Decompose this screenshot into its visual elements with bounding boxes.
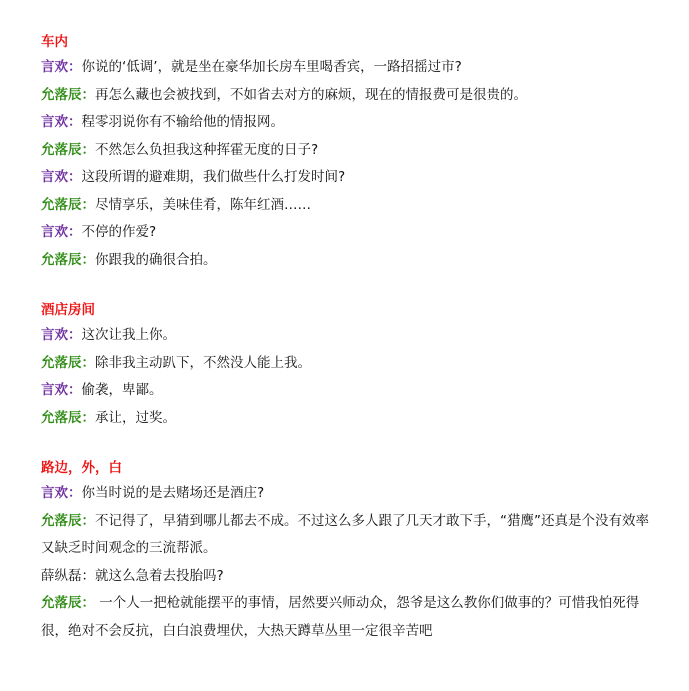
dialogue-text: 不记得了，早猜到哪儿都去不成。不过这么多人跟了几天才敢下手，“猎鹰”还真是个没有效率又缺乏时间观念的三流帮派。: [41, 512, 649, 556]
dialogue-text: 一个人一把枪就能摆平的事情，居然要兴师动众，怨爷是这么教你们做事的？可惜我怕死得很，绝对不会反抗，白白浪费埋伏，大热天蹲草丛里一定很辛苦吧: [41, 595, 640, 639]
dialogue-line: [41, 54, 651, 82]
speaker-label: 允落辰：: [41, 512, 95, 529]
dialogue-line: [41, 590, 651, 645]
dialogue-line: [41, 109, 651, 137]
dialogue-text: 你当时说的是去赌场还是酒庄?: [81, 485, 265, 501]
dialogue-text: 除非我主动趴下，不然没人能上我。: [95, 354, 311, 371]
speaker-label: 言欢：: [41, 59, 82, 75]
dialogue-text: 你说的‘低调’，就是坐在豪华加长房车里喝香宾，一路招摇过市?: [81, 59, 462, 75]
speaker-label: 言欢：: [41, 169, 82, 185]
speaker-label: 允落辰：: [41, 251, 95, 268]
scene-title: 路边，外，白: [41, 460, 122, 476]
scene-car: [41, 30, 651, 274]
dialogue-text: 这段所谓的避难期，我们做些什么打发时间?: [81, 169, 346, 185]
dialogue-text: 这次让我上你。: [81, 327, 176, 343]
speaker-label: 薛纵磊：: [41, 567, 95, 584]
speaker-label: 言欢：: [41, 485, 82, 501]
dialogue-line: [41, 377, 651, 405]
dialogue-line: [41, 247, 651, 275]
script-document: [41, 30, 651, 645]
speaker-label: 允落辰：: [41, 86, 95, 103]
dialogue-text: 程零羽说你有不输给他的情报网。: [81, 114, 284, 130]
dialogue-text: 不停的作爱?: [81, 224, 157, 240]
dialogue-line: [41, 322, 651, 350]
speaker-label: 允落辰：: [41, 196, 95, 213]
dialogue-text: 承让，过奖。: [95, 409, 176, 426]
dialogue-text: 不然怎么负担我这种挥霍无度的日子?: [95, 141, 319, 158]
scene-title: 车内: [41, 34, 68, 50]
speaker-label: 允落辰：: [41, 409, 95, 426]
speaker-label: 允落辰：: [41, 354, 95, 371]
dialogue-line: [41, 192, 651, 220]
dialogue-text: 再怎么藏也会被找到，不如省去对方的麻烦，现在的情报费可是很贵的。: [95, 86, 527, 103]
speaker-label: 允落辰：: [41, 595, 95, 611]
dialogue-text: 尽情享乐，美味佳肴，陈年红酒……: [95, 196, 311, 213]
speaker-label: 言欢：: [41, 382, 82, 398]
dialogue-text: 你跟我的确很合拍。: [95, 251, 217, 268]
scene-roadside: [41, 456, 651, 645]
speaker-label: 言欢：: [41, 224, 82, 240]
dialogue-line: [41, 219, 651, 247]
dialogue-line: [41, 480, 651, 508]
dialogue-line: [41, 82, 651, 110]
dialogue-line: [41, 563, 651, 591]
scene-title: 酒店房间: [41, 302, 95, 318]
dialogue-line: [41, 350, 651, 378]
scene-hotel-room: [41, 298, 651, 432]
dialogue-text: 偷袭，卑鄙。: [81, 382, 163, 398]
dialogue-line: [41, 137, 651, 165]
speaker-label: 言欢：: [41, 114, 82, 130]
dialogue-line: [41, 405, 651, 433]
dialogue-text: 就这么急着去投胎吗?: [95, 567, 224, 584]
dialogue-line: [41, 164, 651, 192]
speaker-label: 允落辰：: [41, 141, 95, 158]
dialogue-line: [41, 508, 651, 563]
speaker-label: 言欢：: [41, 327, 82, 343]
